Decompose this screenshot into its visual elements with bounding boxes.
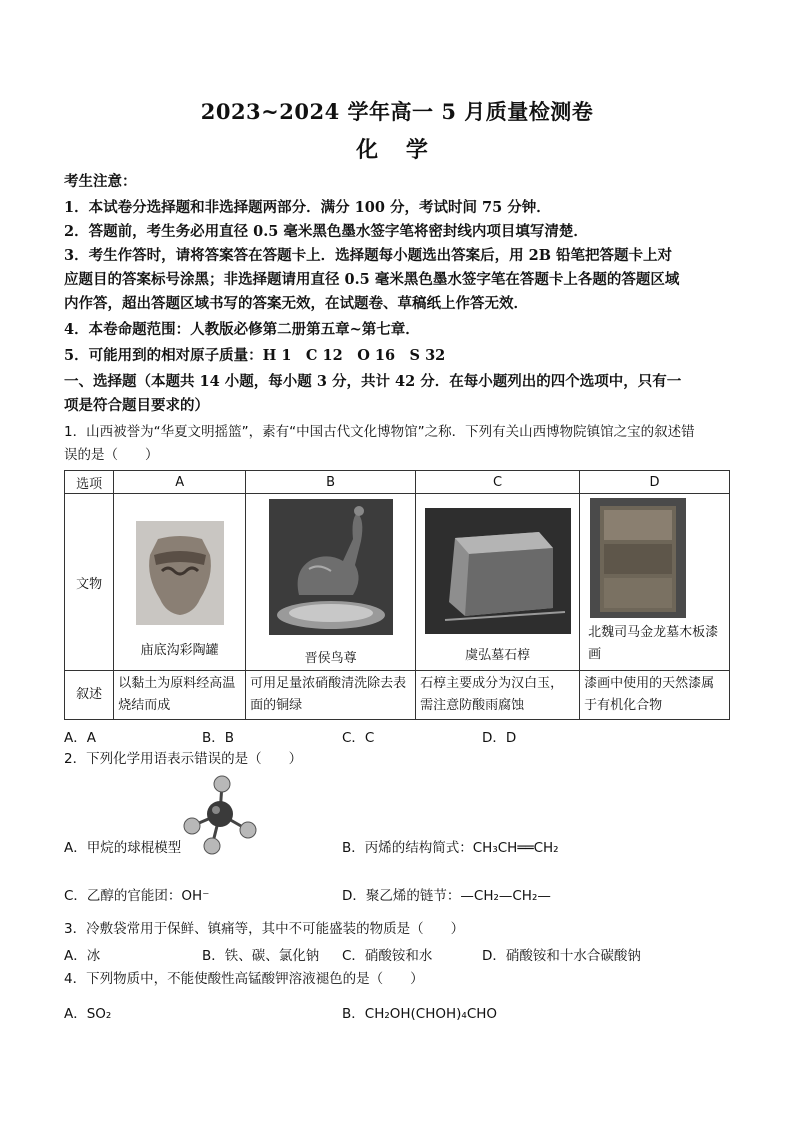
relic-name-c: 虞弘墓石椁 xyxy=(465,647,531,663)
section-heading-line1: 一、选择题（本题共 14 小题，每小题 3 分，共计 42 分．在每小题列出的四个选项中，只有一 xyxy=(64,373,682,390)
notice-heading: 考生注意： xyxy=(64,173,137,190)
relic-cell-a xyxy=(114,494,246,671)
table-header-cell: C xyxy=(416,471,580,494)
q1-stem-line2: 误的是（ ） xyxy=(64,447,159,463)
q3-option-b: B．铁、碳、氯化钠 xyxy=(202,948,320,964)
stone-coffin-image xyxy=(425,508,571,634)
q1-option-a: A．A xyxy=(64,730,96,746)
table-header-cell: B xyxy=(246,471,416,494)
relic-name-a: 庙底沟彩陶罐 xyxy=(140,642,219,658)
q3-option-a: A．冰 xyxy=(64,948,101,964)
q3-option-d: D．硝酸铵和十水合碳酸钠 xyxy=(482,948,641,964)
table-header-cell: A xyxy=(114,471,246,494)
q1-stem-line1: 1．山西被誉为“华夏文明摇篮”，素有“中国古代文化博物馆”之称．下列有关山西博物院镇馆之宝的叙述错 xyxy=(64,424,695,440)
section-heading-line2: 项是符合题目要求的） xyxy=(64,397,209,414)
notice-item-3: 3．考生作答时，请将答案答在答题卡上．选择题每小题选出答案后，用 2B 铅笔把答题卡上对 xyxy=(64,247,673,264)
notice-item-3b: 应题目的答案标号涂黑；非选择题请用直径 0.5 毫米黑色墨水签字笔在答题卡上各题的答题区域 xyxy=(64,271,680,288)
subject-title: 化 学 xyxy=(356,137,438,163)
notice-item-3c: 内作答，超出答题区域书写的答案无效，在试题卷、草稿纸上作答无效． xyxy=(64,295,528,312)
q2-option-d: D．聚乙烯的链节：—CH₂—CH₂— xyxy=(342,888,551,904)
desc-cell-b: 可用足量浓硝酸清洗除去表面的铜绿 xyxy=(246,671,416,720)
relic-name-d: 北魏司马金龙墓木板漆画 xyxy=(588,625,719,662)
q4-option-a: A．SO₂ xyxy=(64,1006,112,1022)
q2-stem: 2．下列化学用语表示错误的是（ ） xyxy=(64,751,303,767)
desc-cell-d: 漆画中使用的天然漆属于有机化合物 xyxy=(580,671,730,720)
q2-option-b: B．丙烯的结构简式：CH₃CH══CH₂ xyxy=(342,840,559,856)
q1-table xyxy=(64,470,730,720)
relic-cell-b xyxy=(246,494,416,671)
relic-name-b: 晋侯鸟尊 xyxy=(304,650,357,666)
exam-title: 2023~2024 学年高一 5 月质量检测卷 xyxy=(200,99,594,124)
desc-cell-a: 以黏土为原料经高温烧结而成 xyxy=(114,671,246,720)
row-label-relic: 文物 xyxy=(65,494,114,671)
notice-item-5: 5．可能用到的相对原子质量：H 1 C 12 O 16 S 32 xyxy=(64,347,446,364)
relic-cell-d xyxy=(580,494,730,671)
q1-option-c: C．C xyxy=(342,730,375,746)
desc-cell-c: 石椁主要成分为汉白玉，需注意防酸雨腐蚀 xyxy=(416,671,580,720)
notice-item-4: 4．本卷命题范围：人教版必修第二册第五章~第七章． xyxy=(64,321,420,338)
table-header-cell: 选项 xyxy=(65,471,114,494)
lacquer-panel-image xyxy=(590,498,686,618)
methane-ball-stick-model xyxy=(182,774,262,858)
q3-stem: 3．冷敷袋常用于保鲜、镇痛等，其中不可能盛装的物质是（ ） xyxy=(64,921,465,937)
table-header-cell: D xyxy=(580,471,730,494)
notice-item-1: 1．本试卷分选择题和非选择题两部分．满分 100 分，考试时间 75 分钟． xyxy=(64,199,551,216)
bird-vessel-image xyxy=(269,499,393,635)
row-label-desc: 叙述 xyxy=(65,671,114,720)
q4-stem: 4．下列物质中，不能使酸性高锰酸钾溶液褪色的是（ ） xyxy=(64,971,424,987)
q2-option-c: C．乙醇的官能团：OH⁻ xyxy=(64,888,210,904)
pottery-jar-image xyxy=(136,521,224,625)
relic-cell-c xyxy=(416,494,580,671)
q2-option-a: A．甲烷的球棍模型 xyxy=(64,840,182,856)
q1-option-d: D．D xyxy=(482,730,517,746)
notice-item-2: 2．答题前，考生务必用直径 0.5 毫米黑色墨水签字笔将密封线内项目填写清楚． xyxy=(64,223,588,240)
q1-option-b: B．B xyxy=(202,730,235,746)
q3-option-c: C．硝酸铵和水 xyxy=(342,948,433,964)
q4-option-b: B．CH₂OH(CHOH)₄CHO xyxy=(342,1006,498,1022)
